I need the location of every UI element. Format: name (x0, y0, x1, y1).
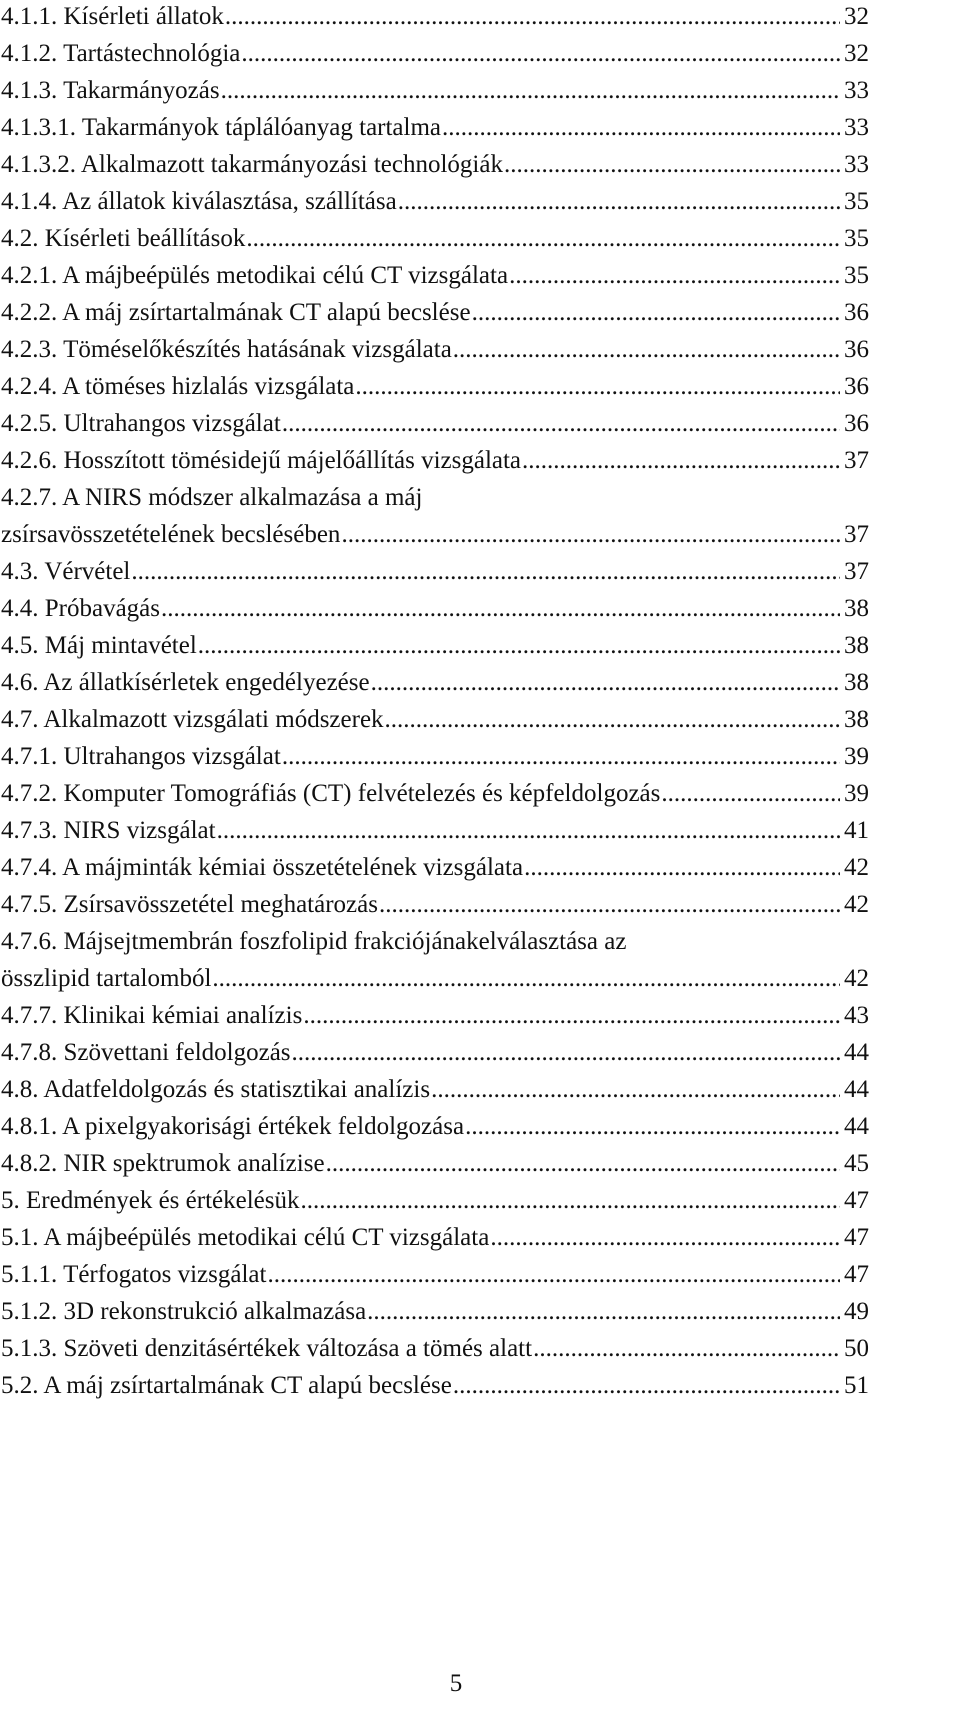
toc-entry[interactable] (1, 812, 869, 849)
toc-entry-number: 4.2.6. (1, 447, 58, 474)
toc-entry[interactable] (1, 146, 869, 183)
dot-leader (533, 1330, 840, 1367)
toc-entry-title: Komputer Tomográfiás (CT) felvételezés és képfeldolgozás (63, 780, 661, 807)
toc-entry-number: 5.1.2. (1, 1298, 58, 1325)
toc-entry-page: 51 (844, 1372, 869, 1399)
dot-leader (465, 1108, 840, 1145)
toc-entry-number: 4.1.4. (1, 188, 58, 215)
dot-leader (131, 553, 840, 590)
toc-entry-page: 47 (844, 1187, 869, 1214)
toc-entry[interactable] (1, 1293, 869, 1330)
toc-entry[interactable] (1, 886, 869, 923)
toc-entry[interactable] (1, 442, 869, 479)
toc-entry-page: 36 (844, 336, 869, 363)
toc-entry-title: Az állatkísérletek engedélyezése (43, 669, 370, 696)
toc-entry-number: 4.2. (1, 225, 39, 252)
toc-entry[interactable] (1, 1071, 869, 1108)
toc-entry-page: 44 (844, 1113, 869, 1140)
toc-entry-title: Hosszított tömésidejű májelőállítás vizsgálata (63, 447, 522, 474)
toc-entry-title: Zsírsavösszetétel meghatározás (63, 891, 378, 918)
toc-entry-row (1, 1256, 869, 1293)
toc-entry-row (1, 183, 869, 220)
toc-entry-page: 37 (844, 558, 869, 585)
toc-entry-row (1, 72, 869, 109)
toc-entry-row (1, 775, 869, 812)
toc-entry-row (1, 1108, 869, 1145)
dot-leader (490, 1219, 840, 1256)
toc-entry-row (1, 590, 869, 627)
toc-entry-number: 4.8. (1, 1076, 39, 1103)
dot-leader (524, 849, 840, 886)
toc-entry-number: 4.7. (1, 706, 39, 733)
toc-entry-title: A máj zsírtartalmának CT alapú becslése (43, 1372, 452, 1399)
toc-entry-page: 49 (844, 1298, 869, 1325)
toc-entry-number: 4.1.2. (1, 40, 58, 67)
dot-leader (221, 72, 840, 109)
toc-entry-number: 4.1.1. (1, 3, 58, 30)
toc-entry-number: 4.2.3. (1, 336, 58, 363)
dot-leader (504, 146, 840, 183)
toc-entry-page: 42 (844, 891, 869, 918)
toc-entry-page: 37 (844, 447, 869, 474)
toc-entry-row (1, 220, 869, 257)
toc-entry-page: 47 (844, 1224, 869, 1251)
toc-entry-row (1, 146, 869, 183)
toc-entry[interactable] (1, 72, 869, 109)
toc-entry-number: 4.7.4. (1, 854, 58, 881)
toc-entry[interactable] (1, 1219, 869, 1256)
toc-entry-title: Ultrahangos vizsgálat (63, 410, 281, 437)
toc-entry[interactable] (1, 664, 869, 701)
toc-entry-title: Próbavágás (44, 595, 160, 622)
toc-entry[interactable] (1, 183, 869, 220)
dot-leader (453, 331, 840, 368)
toc-entry-row (1, 1219, 869, 1256)
toc-entry-page: 36 (844, 299, 869, 326)
toc-entry[interactable] (1, 553, 869, 590)
toc-entry-row (1, 664, 869, 701)
toc-entry-title: Kísérleti állatok (63, 3, 224, 30)
toc-entry-title: A máj zsírtartalmának CT alapú becslése (62, 299, 471, 326)
toc-entry-title: Szöveti denzitásértékek változása a tömés alatt (63, 1335, 533, 1362)
toc-entry-number: 4.4. (1, 595, 39, 622)
toc-entry[interactable] (1, 35, 869, 72)
toc-entry-row (1, 294, 869, 331)
toc-entry-row (1, 701, 869, 738)
toc-entry-row (1, 257, 869, 294)
toc-entry[interactable] (1, 1367, 869, 1404)
dot-leader (431, 1071, 840, 1108)
toc-entry-page: 36 (844, 373, 869, 400)
dot-leader (301, 1182, 841, 1219)
toc-entry-number: 4.2.7. (1, 484, 58, 511)
dot-leader (212, 960, 840, 997)
toc-entry[interactable] (1, 257, 869, 294)
toc-entry-row (1, 368, 869, 405)
toc-entry-title: NIR spektrumok analízise (63, 1150, 325, 1177)
toc-entry-row (1, 1145, 869, 1182)
toc-entry-title: A töméses hizlalás vizsgálata (62, 373, 355, 400)
toc-entry-page: 35 (844, 225, 869, 252)
toc-entry-row (1, 1367, 869, 1404)
toc-entry-title: Klinikai kémiai analízis (63, 1002, 303, 1029)
dot-leader (341, 516, 840, 553)
toc-entry-number: 4.7.8. (1, 1039, 58, 1066)
dot-leader (326, 1145, 840, 1182)
toc-entry[interactable] (1, 1256, 869, 1293)
toc-entry-title: A májbeépülés metodikai célú CT vizsgálata (62, 262, 509, 289)
toc-entry-row (1, 960, 869, 997)
toc-entry-title: Eredmények és értékelésük (26, 1187, 300, 1214)
dot-leader (371, 664, 840, 701)
dot-leader (367, 1293, 840, 1330)
toc-entry-title: Májsejtmembrán foszfolipid frakciójánakelválasztása az (63, 928, 627, 955)
toc-entry-row (1, 109, 869, 146)
toc-entry-page: 38 (844, 632, 869, 659)
toc-entry-title: A májminták kémiai összetételének vizsgálata (62, 854, 524, 881)
toc-entry-number: 5.1.1. (1, 1261, 58, 1288)
toc-entry-number: 4.2.2. (1, 299, 58, 326)
toc-entry-title-continued: összlipid tartalomból (1, 965, 212, 992)
toc-entry-title: NIRS vizsgálat (63, 817, 216, 844)
toc-entry-page: 38 (844, 595, 869, 622)
toc-entry-page: 44 (844, 1039, 869, 1066)
toc-entry-page: 41 (844, 817, 869, 844)
toc-entry[interactable] (1, 627, 869, 664)
toc-entry-title: Adatfeldolgozás és statisztikai analízis (43, 1076, 431, 1103)
dot-leader (385, 701, 840, 738)
toc-entry-title: Takarmányok táplálóanyag tartalma (81, 114, 442, 141)
toc-entry-title-continued: zsírsavösszetételének becslésében (1, 521, 341, 548)
toc-entry[interactable] (1, 923, 869, 997)
toc-entry-row (1, 886, 869, 923)
toc-entry-number: 4.8.2. (1, 1150, 58, 1177)
toc-entry-page: 32 (844, 40, 869, 67)
toc-entry-title: Kísérleti beállítások (44, 225, 246, 252)
toc-entry-page: 33 (844, 77, 869, 104)
toc-entry-row (1, 812, 869, 849)
toc-entry-first-line (1, 479, 869, 516)
toc-entry-number: 4.7.6. (1, 928, 58, 955)
toc-entry-page: 39 (844, 743, 869, 770)
toc-entry-page: 36 (844, 410, 869, 437)
toc-entry-page: 42 (844, 854, 869, 881)
dot-leader (292, 1034, 840, 1071)
toc-entry-title: Máj mintavétel (44, 632, 197, 659)
dot-leader (282, 738, 840, 775)
dot-leader (241, 35, 840, 72)
toc-entry-number: 5.2. (1, 1372, 39, 1399)
toc-entry-row (1, 1182, 869, 1219)
toc-entry-page: 43 (844, 1002, 869, 1029)
toc-entry-row (1, 442, 869, 479)
toc-entry-number: 4.7.3. (1, 817, 58, 844)
toc-entry-page: 33 (844, 114, 869, 141)
toc-entry-page: 45 (844, 1150, 869, 1177)
toc-entry-row (1, 1034, 869, 1071)
dot-leader (198, 627, 840, 664)
table-of-contents (1, 0, 869, 1404)
toc-entry-page: 44 (844, 1076, 869, 1103)
toc-entry-title: 3D rekonstrukció alkalmazása (63, 1298, 367, 1325)
toc-entry-title: Szövettani feldolgozás (63, 1039, 291, 1066)
toc-entry-number: 4.2.5. (1, 410, 58, 437)
toc-entry[interactable] (1, 0, 869, 35)
toc-entry-page: 39 (844, 780, 869, 807)
toc-entry-number: 4.5. (1, 632, 39, 659)
dot-leader (161, 590, 840, 627)
toc-entry[interactable] (1, 220, 869, 257)
toc-entry[interactable] (1, 775, 869, 812)
toc-entry-title: Alkalmazott takarmányozási technológiák (80, 151, 503, 178)
dot-leader (225, 0, 840, 35)
toc-entry[interactable] (1, 1182, 869, 1219)
toc-entry[interactable] (1, 109, 869, 146)
dot-leader (398, 183, 840, 220)
toc-entry[interactable] (1, 294, 869, 331)
dot-leader (355, 368, 840, 405)
dot-leader (661, 775, 840, 812)
toc-entry-page: 47 (844, 1261, 869, 1288)
toc-entry[interactable] (1, 997, 869, 1034)
toc-entry-row (1, 516, 869, 553)
toc-entry-page: 38 (844, 706, 869, 733)
toc-entry-number: 4.7.7. (1, 1002, 58, 1029)
toc-entry-page: 32 (844, 3, 869, 30)
toc-entry-page: 33 (844, 151, 869, 178)
toc-entry[interactable] (1, 331, 869, 368)
toc-entry-title: Töméselőkészítés hatásának vizsgálata (63, 336, 452, 363)
dot-leader (217, 812, 840, 849)
toc-entry-page: 50 (844, 1335, 869, 1362)
toc-entry[interactable] (1, 1145, 869, 1182)
toc-entry[interactable] (1, 590, 869, 627)
toc-entry-page: 37 (844, 521, 869, 548)
toc-entry-title: Alkalmazott vizsgálati módszerek (43, 706, 384, 733)
toc-entry-number: 4.7.5. (1, 891, 58, 918)
dot-leader (522, 442, 840, 479)
toc-entry-row (1, 331, 869, 368)
toc-entry-title: Az állatok kiválasztása, szállítása (62, 188, 397, 215)
toc-entry[interactable] (1, 849, 869, 886)
toc-entry[interactable] (1, 701, 869, 738)
toc-entry-title: Vérvétel (44, 558, 131, 585)
toc-entry-number: 4.8.1. (1, 1113, 58, 1140)
toc-entry-row (1, 627, 869, 664)
toc-entry-row (1, 738, 869, 775)
toc-entry-row (1, 1071, 869, 1108)
toc-entry[interactable] (1, 1108, 869, 1145)
toc-entry-number: 5.1. (1, 1224, 39, 1251)
toc-entry-row (1, 405, 869, 442)
toc-entry[interactable] (1, 1034, 869, 1071)
toc-entry-title: Tartástechnológia (63, 40, 241, 67)
toc-entry-page: 35 (844, 188, 869, 215)
toc-entry-row (1, 997, 869, 1034)
toc-entry-title: Térfogatos vizsgálat (63, 1261, 267, 1288)
toc-entry[interactable] (1, 479, 869, 553)
toc-entry-title: A májbeépülés metodikai célú CT vizsgálata (43, 1224, 490, 1251)
toc-entry-number: 4.1.3. (1, 77, 58, 104)
toc-entry-title: Takarmányozás (63, 77, 220, 104)
dot-leader (303, 997, 840, 1034)
dot-leader (267, 1256, 840, 1293)
toc-entry-number: 4.2.4. (1, 373, 58, 400)
toc-entry-row (1, 1293, 869, 1330)
dot-leader (379, 886, 840, 923)
toc-entry-row (1, 849, 869, 886)
toc-entry-first-line (1, 923, 869, 960)
toc-entry[interactable] (1, 405, 869, 442)
dot-leader (442, 109, 840, 146)
toc-entry-page: 38 (844, 669, 869, 696)
toc-entry-number: 4.6. (1, 669, 39, 696)
toc-entry[interactable] (1, 368, 869, 405)
dot-leader (246, 220, 840, 257)
toc-entry-number: 4.7.2. (1, 780, 58, 807)
toc-entry-page: 42 (844, 965, 869, 992)
toc-entry-number: 4.1.3.2. (1, 151, 76, 178)
toc-entry[interactable] (1, 738, 869, 775)
toc-entry-row (1, 0, 869, 35)
dot-leader (472, 294, 840, 331)
dot-leader (453, 1367, 840, 1404)
toc-entry-number: 4.1.3.1. (1, 114, 76, 141)
toc-entry[interactable] (1, 1330, 869, 1367)
toc-entry-row (1, 1330, 869, 1367)
toc-entry-row (1, 35, 869, 72)
toc-entry-title: Ultrahangos vizsgálat (63, 743, 281, 770)
toc-entry-number: 5.1.3. (1, 1335, 58, 1362)
dot-leader (509, 257, 840, 294)
toc-entry-number: 5. (1, 1187, 20, 1214)
toc-entry-number: 4.3. (1, 558, 39, 585)
toc-entry-page: 35 (844, 262, 869, 289)
toc-entry-number: 4.2.1. (1, 262, 58, 289)
dot-leader (282, 405, 840, 442)
toc-entry-number: 4.7.1. (1, 743, 58, 770)
toc-entry-title: A NIRS módszer alkalmazása a máj (62, 484, 423, 511)
page-number: 5 (449, 1670, 463, 1697)
toc-entry-row (1, 553, 869, 590)
toc-entry-title: A pixelgyakorisági értékek feldolgozása (62, 1113, 465, 1140)
